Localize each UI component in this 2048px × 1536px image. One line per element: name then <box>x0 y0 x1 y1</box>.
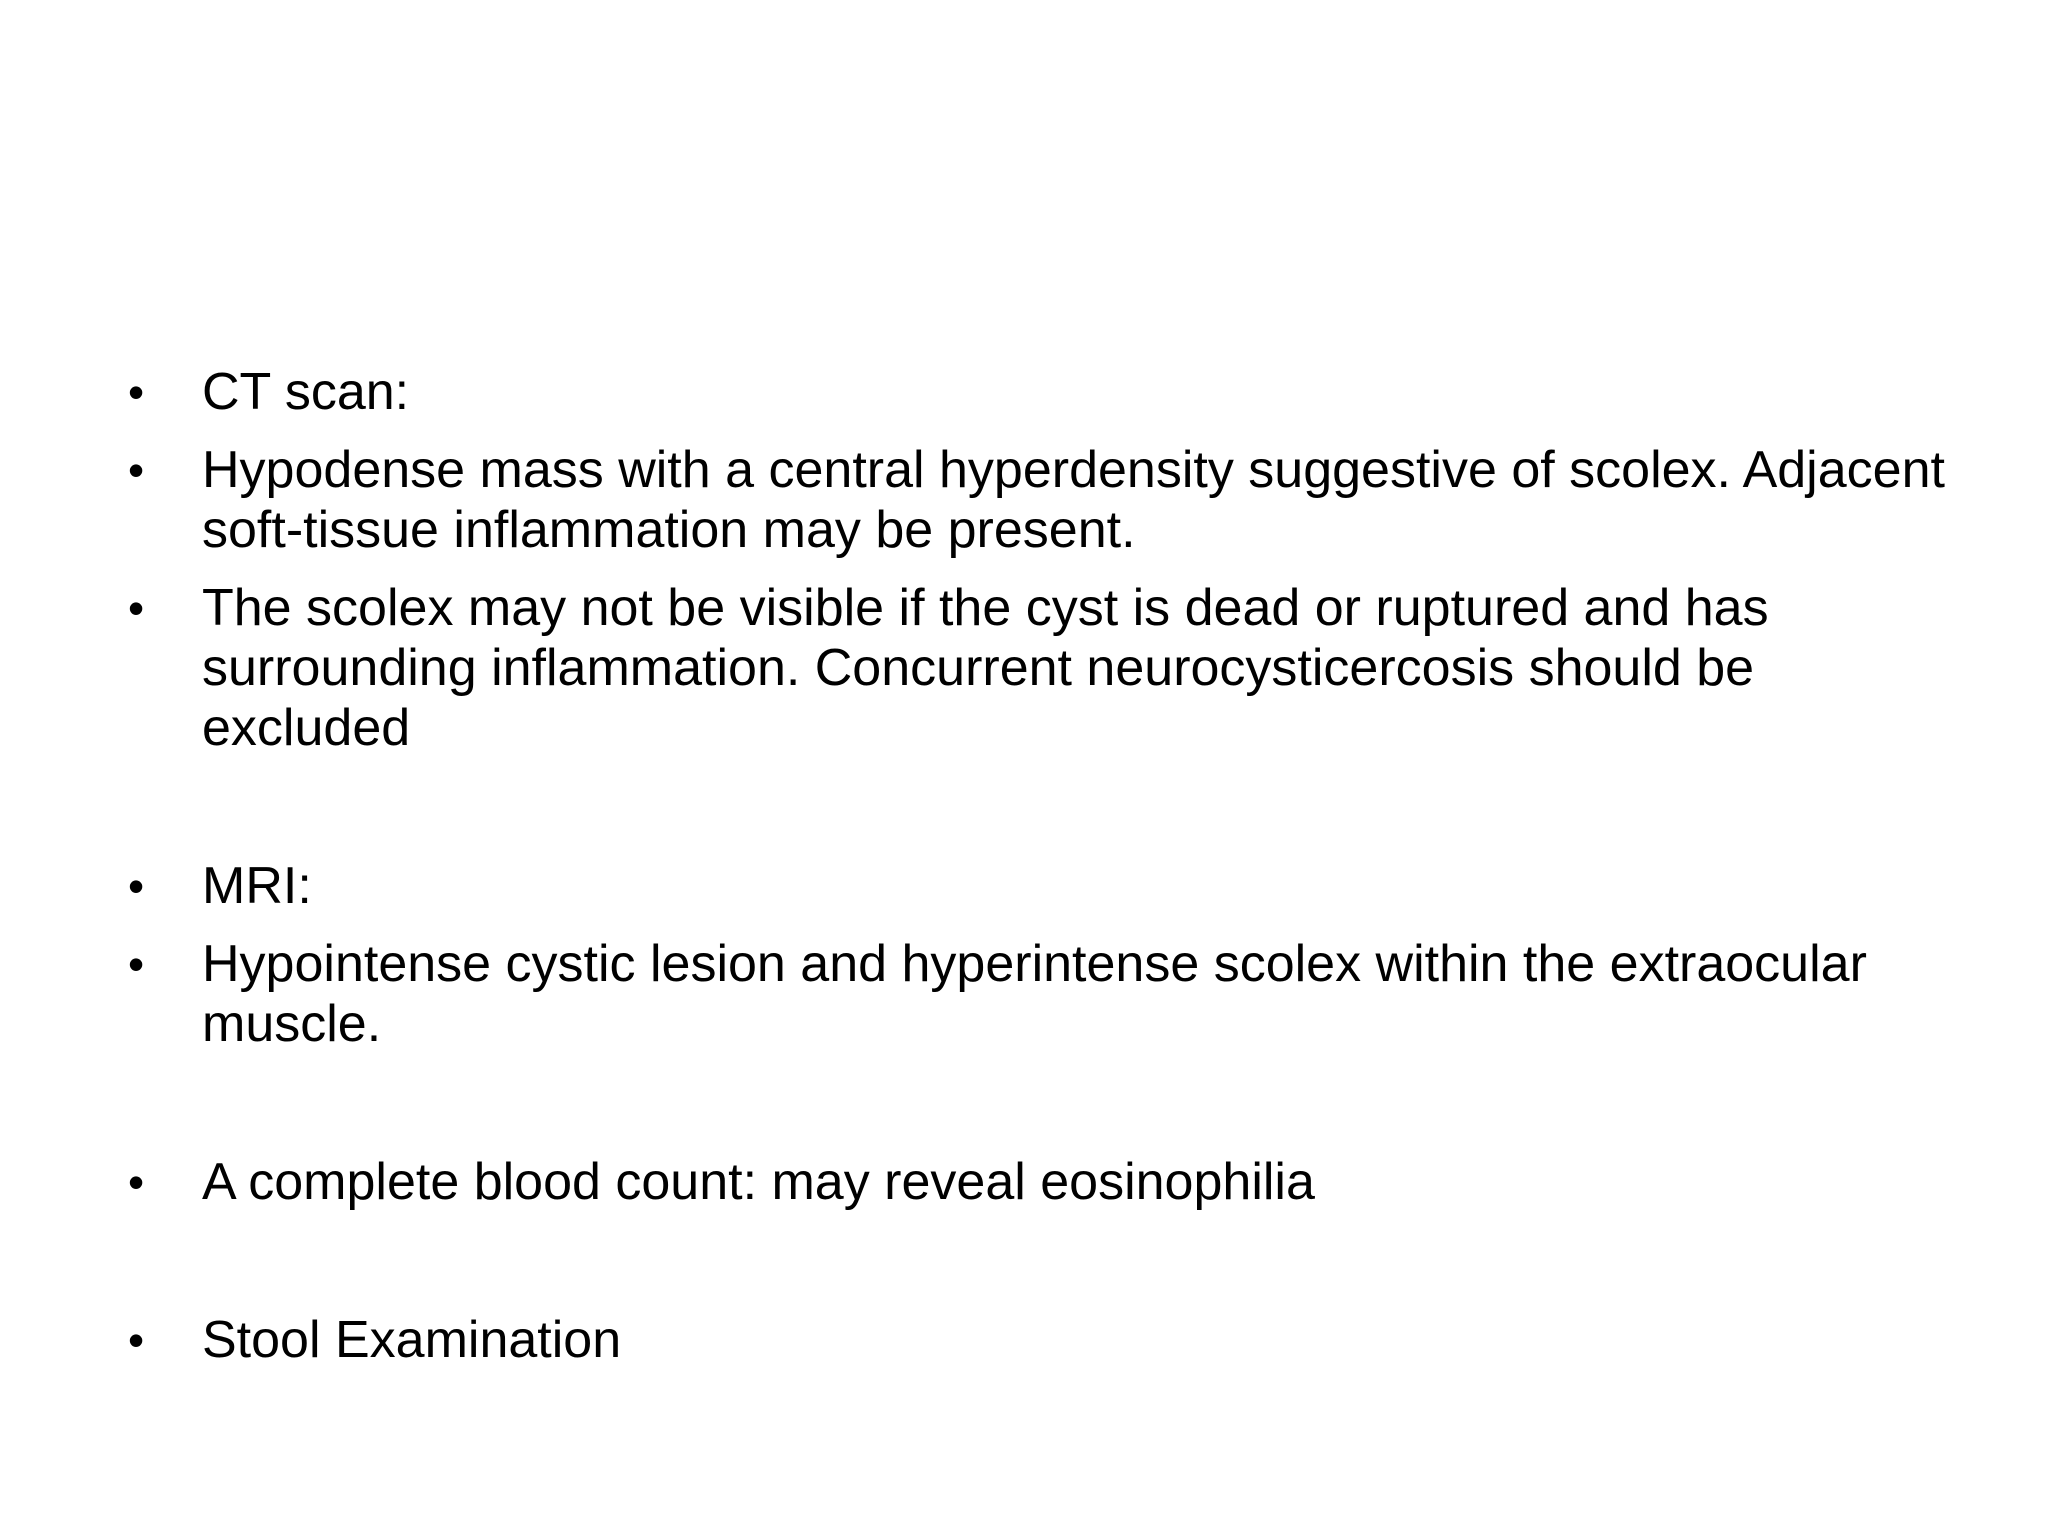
bullet-text: Hypodense mass with a central hyperdensity suggestive of scolex. Adjacent soft-tissue inflammation may be present. <box>202 441 1945 559</box>
bullet-text: Hypointense cystic lesion and hyperintense scolex within the extraocular muscle. <box>202 935 1867 1053</box>
bullet-mri-finding <box>122 934 1962 1054</box>
bullet-icon: • <box>128 444 145 496</box>
bullet-icon: • <box>128 1314 145 1366</box>
bullet-text: Stool Examination <box>202 1311 622 1369</box>
bullet-stool-exam <box>122 1310 1962 1370</box>
bullet-icon: • <box>128 366 145 418</box>
bullet-text: A complete blood count: may reveal eosinophilia <box>202 1153 1315 1211</box>
bullet-ct-scan-heading <box>122 362 1962 422</box>
bullet-text: MRI: <box>202 857 312 915</box>
bullet-icon: • <box>128 860 145 912</box>
bullet-text: CT scan: <box>202 363 410 421</box>
bullet-list <box>122 362 1962 1388</box>
bullet-icon: • <box>128 582 145 634</box>
bullet-icon: • <box>128 1156 145 1208</box>
bullet-ct-finding <box>122 440 1962 560</box>
bullet-text: The scolex may not be visible if the cyst is dead or ruptured and has surrounding inflammation. Concurrent neurocysticercosis should be excluded <box>202 579 1769 757</box>
bullet-ct-note <box>122 578 1962 758</box>
bullet-mri-heading <box>122 856 1962 916</box>
bullet-icon: • <box>128 938 145 990</box>
bullet-blood-count <box>122 1152 1962 1212</box>
